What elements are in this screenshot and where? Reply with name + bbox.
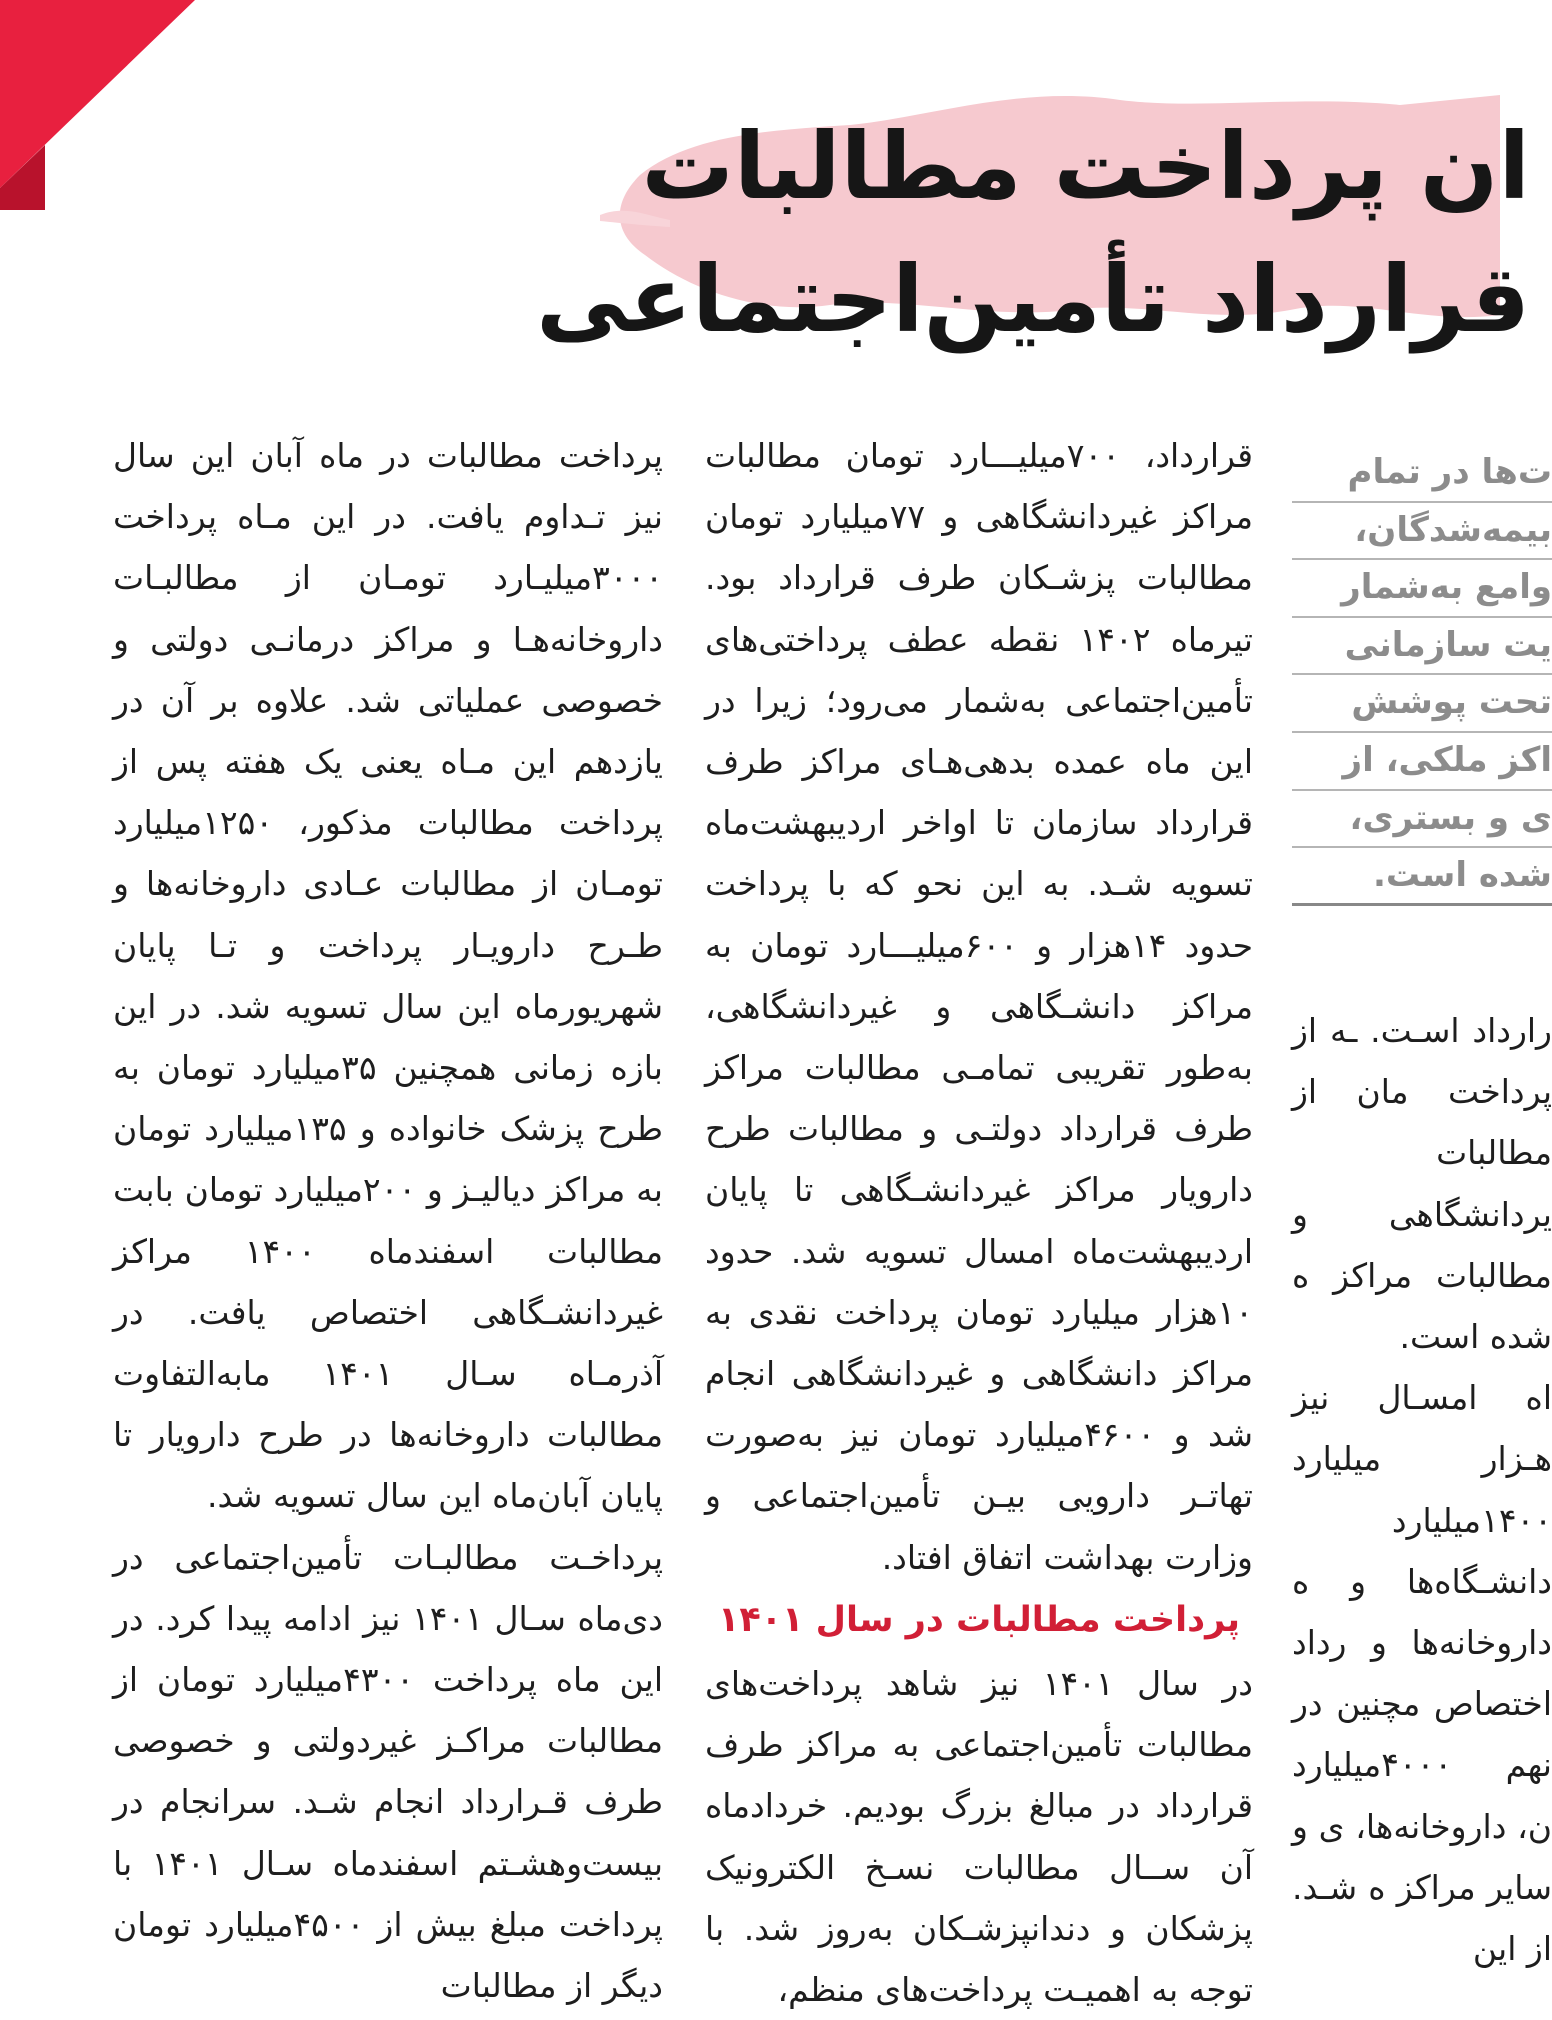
body-paragraph: پرداخـت مطالبـات تأمین‌اجتماعی در دی‌ماه سـال ۱۴۰۱ نیز ادامه پیدا کرد. در این ماه پرداخت ۴۳۰۰میلیارد تومان از مطالبات مراکـز غیردولتی و خصوصی طرف قـرارداد انجام شـد. سرانجام در بیست‌وهشـتم اسفندماه سـال ۱۴۰۱ با پرداخت مبلغ بیش از ۴۵۰۰میلیارد تومان دیگر از مطالبات: [113, 1537, 663, 2006]
article-column-left: [113, 425, 663, 2017]
article-column-middle: [705, 425, 1253, 2017]
pull-quote-line: وامع به‌شمار: [1292, 560, 1552, 618]
pull-quote-line: ت‌ها در تمام: [1292, 445, 1552, 503]
section-subheading: پرداخت مطالبات در سال ۱۴۰۱: [717, 1599, 1241, 1640]
pull-quote-line: یت سازمانی: [1292, 618, 1552, 676]
body-paragraph: اه امسـال نیز هـزار میلیارد ۱۴۰۰میلیارد دانشـگاه‌ها و ه داروخانه‌ها و رداد اختصاص مچنین در نهم ۴۰۰۰میلیارد ن، داروخانه‌ها، ی و سایر مراکز ه شـد. از این: [1292, 1378, 1552, 1969]
pull-quote-line: بیمه‌شدگان،: [1292, 503, 1552, 561]
body-paragraph: قرارداد، ۷۰۰میلیـــارد تومان مطالبات مراکز غیردانشگاهی و ۷۷میلیارد تومان مطالبات پزشـکان طرف قرارداد بود. تیرماه ۱۴۰۲ نقطه عطف پرداختی‌های تأمین‌اجتماعی به‌شمار می‌رود؛ زیرا در این ماه عمده بدهی‌هـای مراکز طرف قرارداد سازمان تا اواخر اردیبهشت‌ماه تسویه شـد. به این نحو که با پرداخت حدود ۱۴هزار و ۶۰۰میلیـــارد تومان به مراکز دانشـگاهی و غیردانشگاهی، به‌طور تقریبی تمامـی مطالبات مراکز طرف قرارداد دولتـی و مطالبات طرح دارویار مراکز غیردانشـگاهی تا پایان اردیبهشت‌ماه امسال تسویه شد. حدود ۱۰هزار میلیارد تومان پرداخت نقدی به مراکز دانشگاهی و غیردانشگاهی انجام شد و ۴۶۰۰میلیارد تومان نیز به‌صورت تهاتـر دارویی بیـن تأمین‌اجتماعی و وزارت بهداشت اتفاق افتاد.: [705, 436, 1254, 1577]
body-paragraph: پرداخت مطالبات در ماه آبان این سال نیز تـداوم یافت. در این مـاه پرداخت ۳۰۰۰میلیـارد تومـان از مطالبـات داروخانه‌هـا و مراکز درمانـی دولتی و خصوصی عملیاتی شد. علاوه بر آن در یازدهم این مـاه یعنی یک هفته پس از پرداخت مطالبات مذکور، ۱۲۵۰میلیارد تومـان از مطالبات عـادی داروخانه‌ها و طـرح دارویـار پرداخت و تـا پایان شهریورماه این سال تسویه شد. در این بازه زمانی همچنین ۳۵میلیارد تومان به طرح پزشک خانواده و ۱۳۵میلیارد تومان به مراکز دیالیـز و ۲۰۰میلیارد تومان بابت مطالبات اسفندماه ۱۴۰۰ مراکز غیردانشـگاهی اختصاص یافت. در آذرمـاه سـال ۱۴۰۱ مابه‌التفاوت مطالبات داروخانه‌ها در طرح دارویار تا پایان آبان‌ماه این سال تسویه شد.: [113, 436, 664, 1516]
headline-line-1: ان پرداخت مطالبات: [641, 113, 1530, 220]
pull-quote-line: ی و بستری،: [1292, 791, 1552, 849]
corner-ribbon-decoration: [0, 0, 200, 210]
pull-quote-line: اکز ملکی، از: [1292, 733, 1552, 791]
pull-quote: [1292, 445, 1552, 906]
pull-quote-line: شده است.: [1292, 848, 1552, 906]
article-column-right: [1292, 1000, 1552, 2017]
body-paragraph: در سال ۱۴۰۱ نیز شاهد پرداخت‌های مطالبات تأمین‌اجتماعی به مراکز طرف قرارداد در مبالغ بزرگ بودیم. خردادماه آن ســال مطالبات نسـخ الکترونیک پزشکان و دندانپزشـکان به‌روز شد. با توجه به اهمیـت پرداخت‌های منظم،: [705, 1664, 1253, 2010]
headline-line-2: قرارداد تأمین‌اجتماعی: [536, 246, 1530, 353]
pull-quote-line: تحت پوشش: [1292, 675, 1552, 733]
body-paragraph: رارداد اسـت. ـه از پرداخت مان از مطالبات یردانشگاهی و مطالبات مراکز ه شده است.: [1292, 1011, 1552, 1357]
